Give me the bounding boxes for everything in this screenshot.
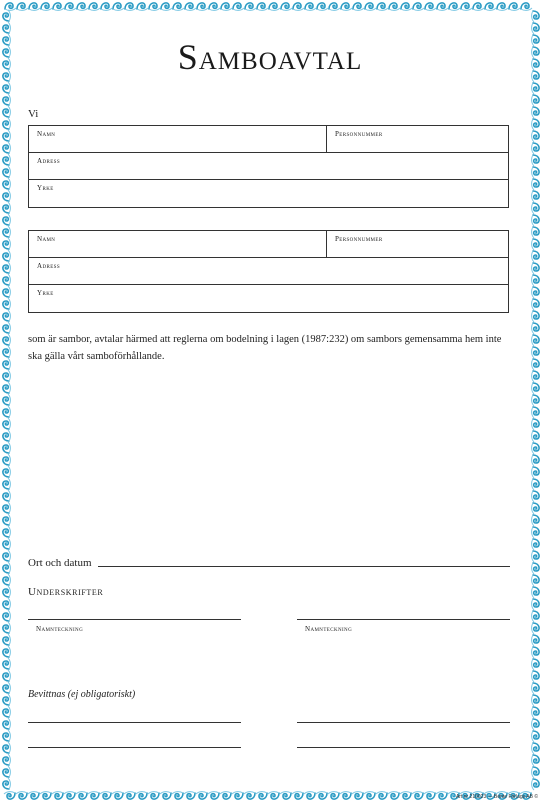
intro-text: Vi <box>28 108 39 120</box>
name-label: Namn <box>37 235 56 243</box>
signature-line-2[interactable] <box>297 619 510 620</box>
signature-label-2: Namnteckning <box>305 625 353 633</box>
witness-line-1b[interactable] <box>28 747 241 748</box>
occupation-label: Yrke <box>37 184 54 192</box>
signatures-heading: Underskrifter <box>28 586 104 598</box>
party-2-box <box>28 230 509 313</box>
party-1-box <box>28 125 509 208</box>
witness-label: Bevittnas (ej obligatoriskt) <box>28 689 136 700</box>
signature-line-1[interactable] <box>28 619 241 620</box>
address-label: Adress <box>37 157 61 165</box>
party-1-address-row[interactable] <box>29 153 508 180</box>
party-1-occupation-row[interactable] <box>29 180 508 207</box>
place-date-line[interactable] <box>98 566 510 567</box>
party-2-occupation-row[interactable] <box>29 285 508 312</box>
occupation-label: Yrke <box>37 289 54 297</box>
party-2-name-row[interactable] <box>29 231 508 258</box>
name-label: Namn <box>37 130 56 138</box>
personal-number-label: Personnummer <box>335 130 383 138</box>
signature-label-1: Namnteckning <box>36 625 84 633</box>
witness-line-2a[interactable] <box>297 722 510 723</box>
party-1-name-row[interactable] <box>29 126 508 153</box>
footer-text: Art nr 210023 — Bente Förlags AB © <box>455 794 538 800</box>
witness-line-2b[interactable] <box>297 747 510 748</box>
place-date-label: Ort och datum <box>28 557 92 569</box>
address-label: Adress <box>37 262 61 270</box>
document-title: Samboavtal <box>177 37 363 77</box>
personal-number-label: Personnummer <box>335 235 383 243</box>
agreement-text: som är sambor, avtalar härmed att reglerna om bodelning i lagen (1987:232) om sambors gemensamma hem inte ska gälla vårt samboförhållande. <box>28 334 502 362</box>
witness-line-1a[interactable] <box>28 722 241 723</box>
party-2-address-row[interactable] <box>29 258 508 285</box>
